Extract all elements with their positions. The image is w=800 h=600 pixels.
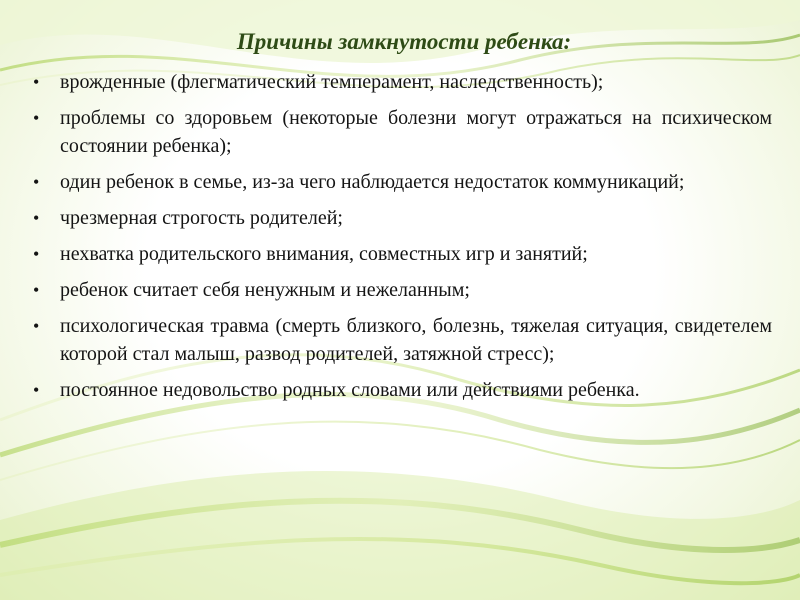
bullet-icon: • <box>33 244 40 264</box>
list-item <box>30 104 772 160</box>
reasons-list <box>30 68 772 404</box>
list-item-text: ребенок считает себя ненужным и нежеланным; <box>60 279 470 301</box>
bullet-icon: • <box>33 108 40 128</box>
list-item-text: психологическая травма (смерть близкого, болезнь, тяжелая ситуация, свидетелем которой стал малыш, развод родителей, затяжной стресс); <box>60 315 772 365</box>
bullet-icon: • <box>33 208 40 228</box>
list-item <box>30 68 772 96</box>
bullet-icon: • <box>33 316 40 336</box>
slide-title: Причины замкнутости ребенка: <box>236 29 572 54</box>
list-item-text: чрезмерная строгость родителей; <box>60 207 343 229</box>
list-item <box>30 168 772 196</box>
list-item-text: врожденные (флегматический темперамент, наследственность); <box>60 71 604 93</box>
wave-mid-3 <box>0 422 800 480</box>
slide-content <box>30 22 772 412</box>
bullet-icon: • <box>33 380 40 400</box>
list-item <box>30 276 772 304</box>
bullet-icon: • <box>33 280 40 300</box>
list-item-text: один ребенок в семье, из-за чего наблюдается недостаток коммуникаций; <box>60 171 685 193</box>
list-item <box>30 204 772 232</box>
list-item <box>30 376 772 404</box>
list-item-text: постоянное недовольство родных словами или действиями ребенка. <box>60 379 640 401</box>
list-item-text: нехватка родительского внимания, совместных игр и занятий; <box>60 243 588 265</box>
bullet-icon: • <box>33 72 40 92</box>
bullet-icon: • <box>33 172 40 192</box>
list-item <box>30 240 772 268</box>
list-item <box>30 312 772 368</box>
list-item-text: проблемы со здоровьем (некоторые болезни могут отражаться на психическом состоянии ребенка); <box>60 107 772 157</box>
